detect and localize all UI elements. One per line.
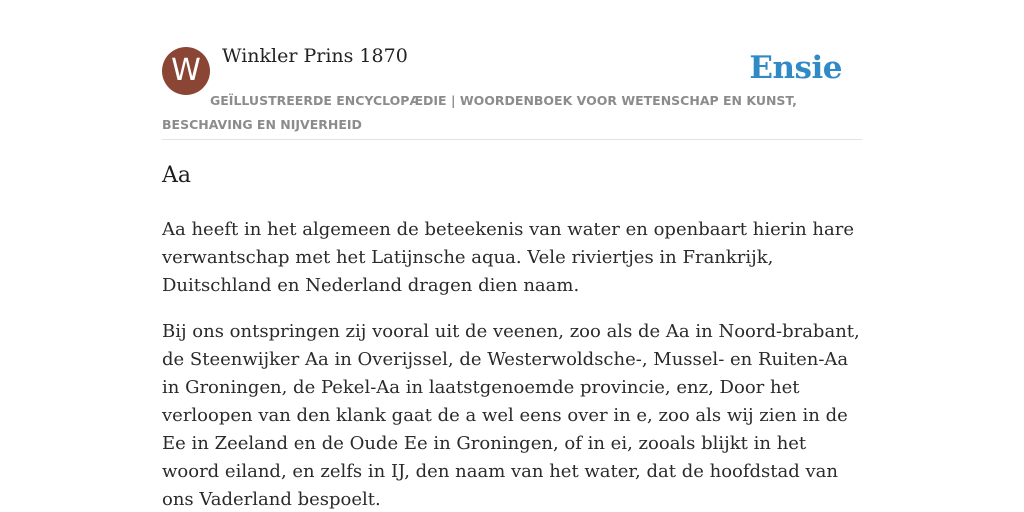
brand-logo[interactable]: Ensie (749, 50, 842, 86)
entry-body (162, 216, 868, 512)
paragraph: Aa heeft in het algemeen de beteekenis van water en openbaart hierin hare verwantschap met het Latijnsche aqua. Vele riviertjes in Frankrijk, Duitschland en Nederland dragen dien naam. (162, 219, 855, 296)
page-title: Aa (162, 163, 192, 188)
avatar[interactable]: W (162, 47, 210, 95)
paragraph: Bij ons ontspringen zij vooral uit de veenen, zoo als de Aa in Noord-brabant, de Steenwijker Aa in Overijssel, de Westerwoldsche-, Mussel- en Ruiten-Aa in Groningen, de Pekel-Aa in laatstgenoemde provincie, enz, Door het verloopen van den klank gaat de a wel eens over in e, zoo als wij zien in de Ee in Zeeland en de Oude Ee in Groningen, of in ei, zooals blijkt in het woord eiland, en zelfs in IJ, den naam van het water, dat de hoofdstad van ons Vaderland bespoelt. (162, 321, 860, 510)
source-subtitle: GEÏLLUSTREERDE ENCYCLOPÆDIE | WOORDENBOEK VOOR WETENSCHAP EN KUNST, BESCHAVING EN NIJVERHEID (162, 93, 797, 132)
entry-card (162, 0, 862, 512)
source-title[interactable]: Winkler Prins 1870 (222, 45, 408, 67)
divider (162, 139, 862, 140)
